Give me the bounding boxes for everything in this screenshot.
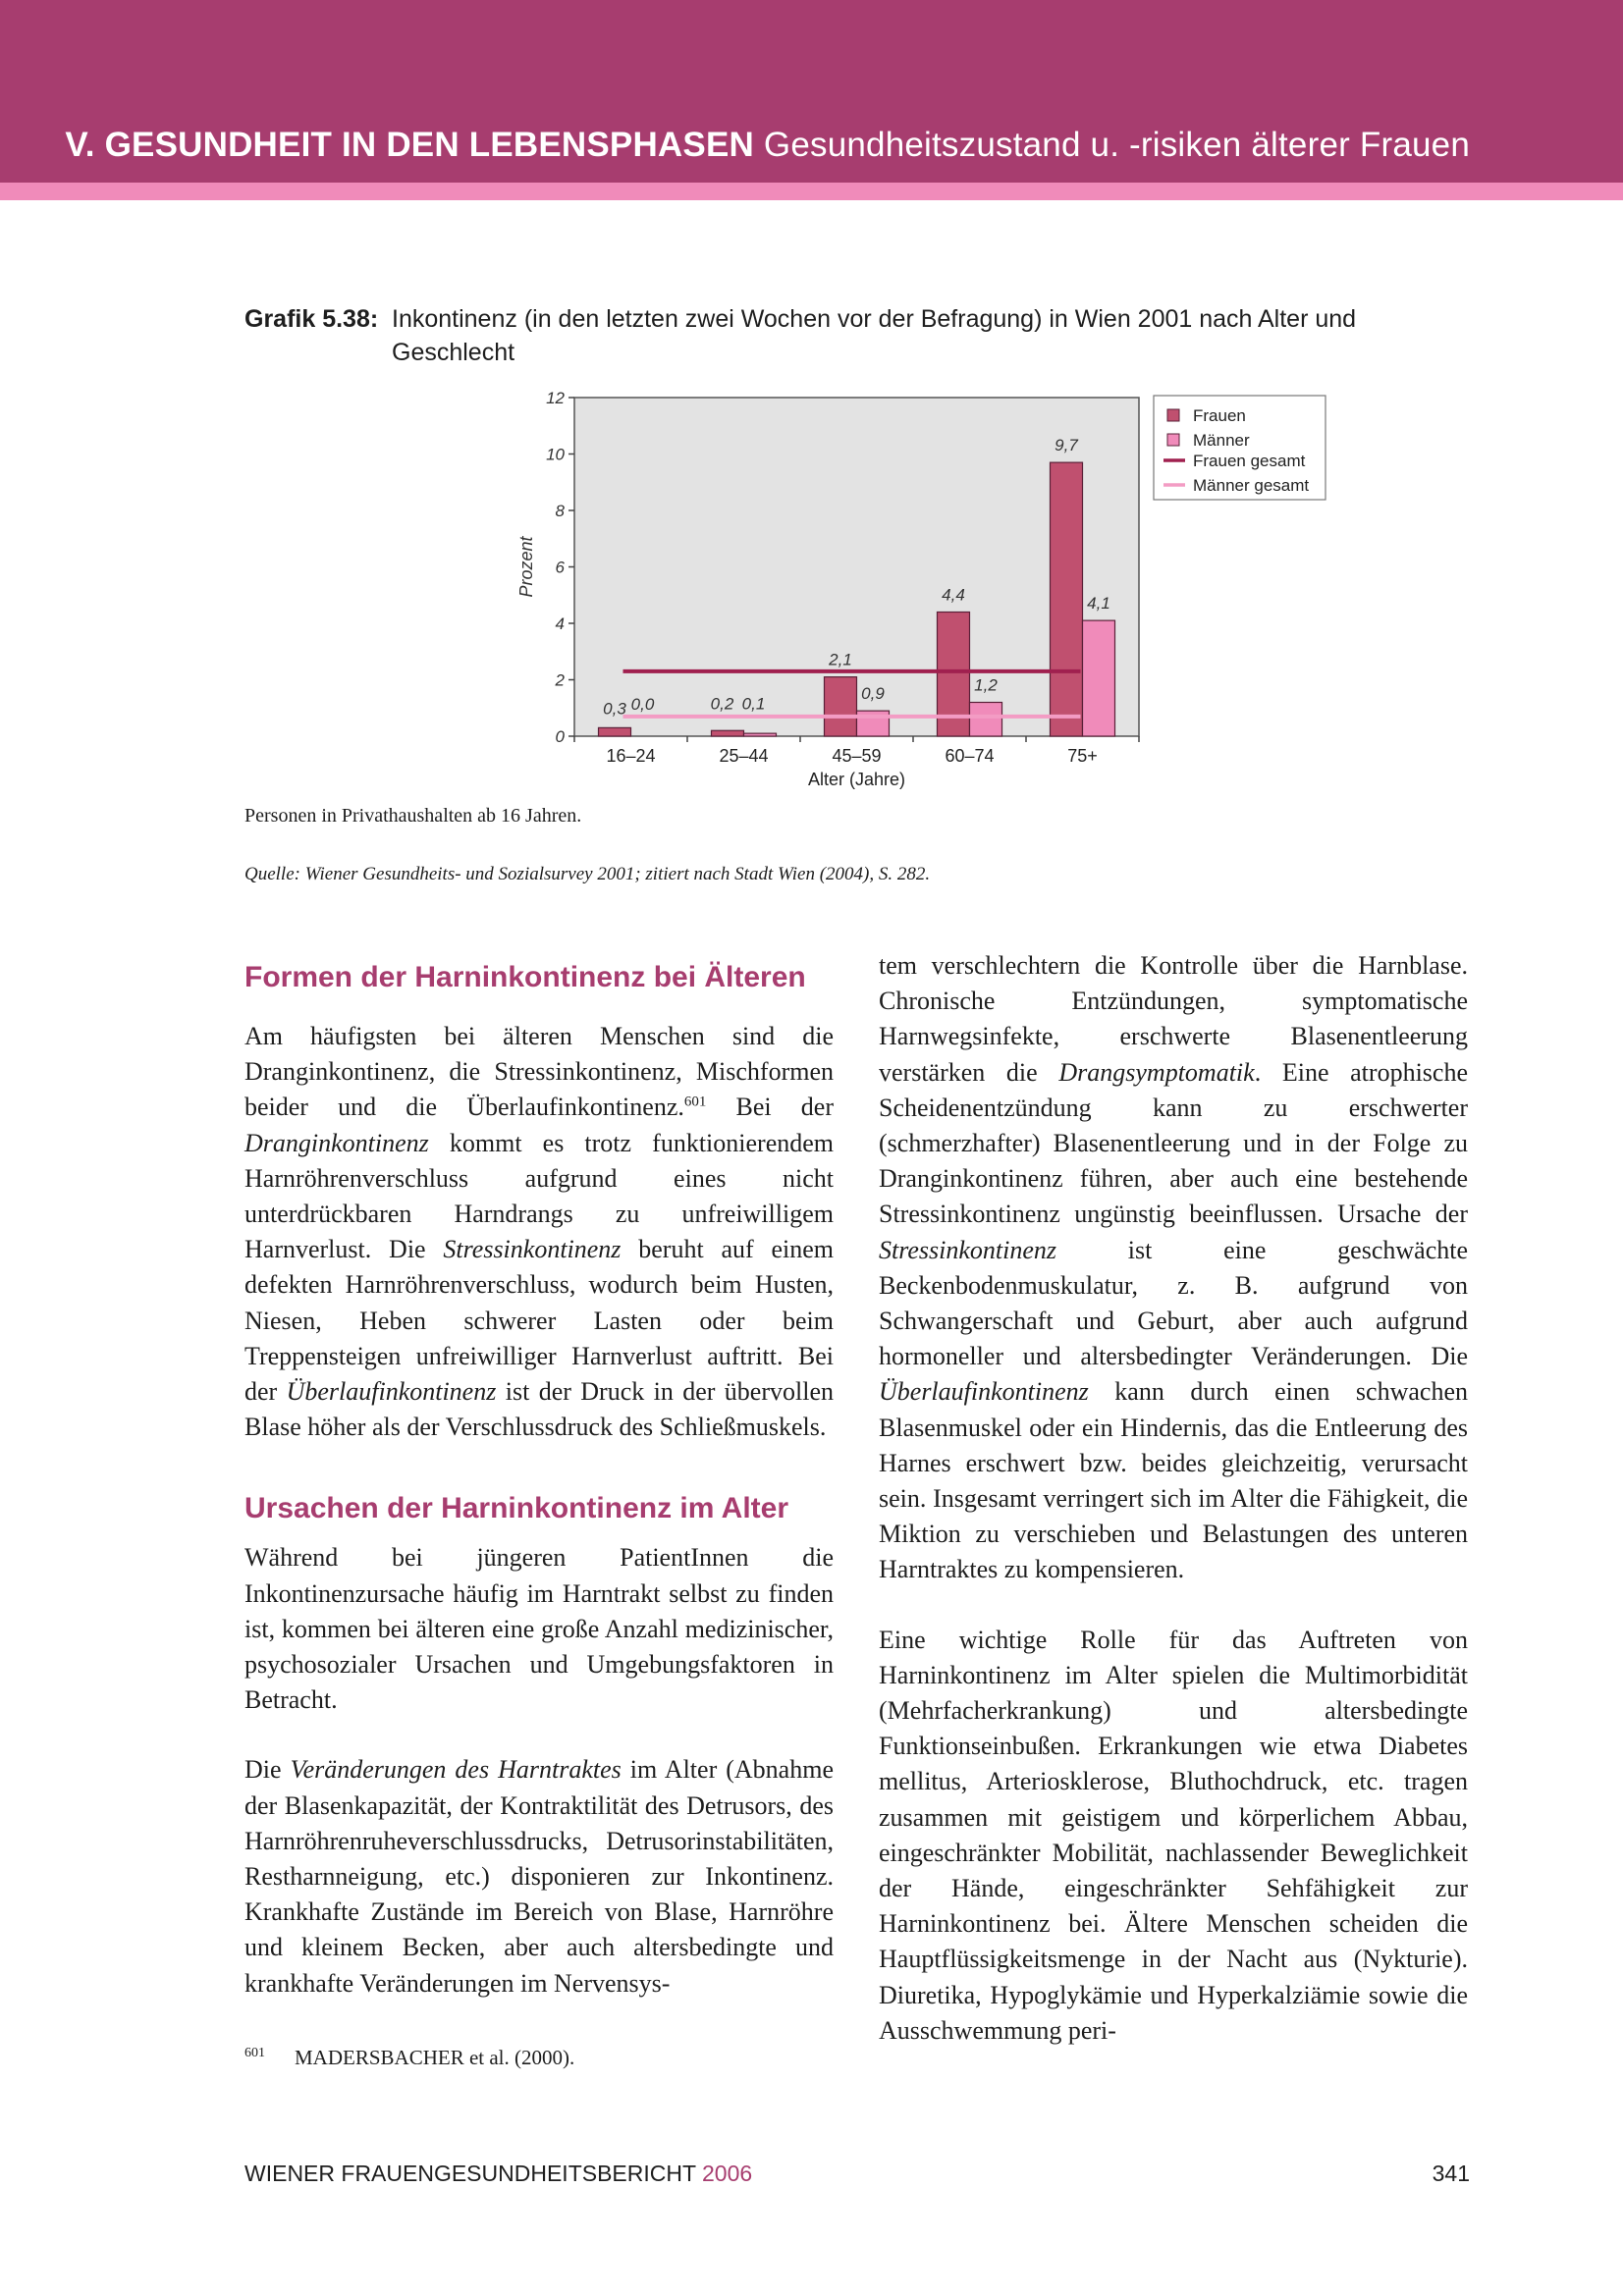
- column-right: [879, 948, 1468, 2049]
- x-tick-label: 16–24: [606, 746, 656, 766]
- section-title: V. GESUNDHEIT IN DEN LEBENSPHASEN: [65, 126, 754, 164]
- footer-year: 2006: [702, 2161, 753, 2186]
- figure-note: Personen in Privathaushalten ab 16 Jahren.: [244, 805, 582, 827]
- y-tick-label: 0: [555, 727, 565, 746]
- bar-männer: [1083, 620, 1115, 736]
- legend-swatch-männer: [1167, 434, 1179, 446]
- y-tick-label: 2: [555, 670, 565, 690]
- paragraph-ursachen-1: Während bei jüngeren PatientInnen die Inkontinenzursache häufig im Harntrakt selbst zu finden ist, kommen bei älteren eine große Anzahl medizinischer, psychosozialer Ursachen und Umgebungsfaktoren in Betracht.: [244, 1543, 834, 1715]
- footnote-ref[interactable]: 601: [683, 1094, 707, 1110]
- heading-formen: Formen der Harninkontinenz bei Älteren: [244, 961, 806, 993]
- y-tick-label: 4: [555, 614, 565, 633]
- legend-swatch-frauen: [1167, 409, 1179, 421]
- legend-label: Frauen: [1193, 406, 1246, 425]
- x-axis-label: Alter (Jahre): [807, 770, 906, 789]
- bar-frauen: [712, 730, 744, 736]
- data-label: 4,1: [1087, 594, 1110, 614]
- y-tick-label: 8: [555, 502, 565, 520]
- y-axis-label: Prozent: [516, 536, 536, 598]
- footnote: [244, 2046, 574, 2070]
- x-tick-label: 75+: [1067, 746, 1098, 766]
- footnote-text: MADERSBACHER et al. (2000).: [295, 2046, 575, 2069]
- bar-männer: [970, 703, 1002, 737]
- y-tick-label: 12: [546, 389, 565, 407]
- paragraph-right-2: Eine wichtige Rolle für das Auftreten von Harninkontinenz im Alter spielen die Multimorbidität (Mehrfacherkrankung) und altersbedingte Funktionseinbußen. Erkrankungen wie etwa Diabetes mellitus, Arteriosklerose, Bluthochdruck, etc. tragen zusammen mit geistigem und körperlichem Abbau, eingeschränkter Mobilität, nachlassender Beweglichkeit der Hände, eingeschränkter Sehfähigkeit zur Harninkontinenz bei. Ältere Menschen scheiden die Hauptflüssigkeitsmenge in der Nacht aus (Nykturie). Diuretika, Hypoglykämie und Hyperkalziämie sowie die Ausschwemmung peri-: [879, 1625, 1468, 2045]
- paragraph-right-1: tem verschlechtern die Kontrolle über die Harnblase. Chronische Entzündungen, symptomatische Harnwegsinfekte, erschwerte Blasenentleerung verstärken die Drangsymptomatik. Eine atrophische Scheidenentzündung kann zu erschwerter (schmerzhafter) Blasenentleerung und in der Folge zu Dranginkontinenz führen, aber auch eine bestehende Stressinkontinenz ungünstig beeinflussen. Ursache der Stressinkontinenz ist eine geschwächte Beckenbodenmuskulatur, z. B. aufgrund von Schwangerschaft und Geburt, aber auch aufgrund hormoneller und altersbedingter Veränderungen. Die Überlaufinkontinenz kann durch einen schwachen Blasenmuskel oder ein Hindernis, das die Entleerung des Harnes erschwert bzw. beides gleichzeitig, verursacht sein. Insgesamt verringert sich im Alter die Fähigkeit, die Miktion zu verschieben und Belastungen des unteren Harntraktes zu kompensieren.: [879, 951, 1468, 1584]
- data-label: 2,1: [829, 650, 852, 669]
- x-tick-label: 45–59: [832, 746, 882, 766]
- data-label: 0,9: [861, 684, 885, 704]
- y-tick-label: 10: [546, 445, 565, 464]
- paragraph-formen: Am häufigsten bei älteren Menschen sind die Dranginkontinenz, die Stressinkontinenz, Mischformen beider und die Überlaufinkontinenz.$^{601}$ Bei der Dranginkontinenz kommt es trotz funktionierendem Harnröhrenverschluss aufgrund eines nicht unterdrückbaren Harndrangs zu unfreiwilligem Harnverlust. Die Stressinkontinenz beruht auf einem defekten Harnröhrenverschluss, wodurch beim Husten, Niesen, Heben schwerer Lasten oder beim Treppensteigen unfreiwilliger Harnverlust auftritt. Bei der Überlaufinkontinenz ist der Druck in der übervollen Blase höher als der Verschlussdruck des Schließmuskels.: [244, 1022, 835, 1442]
- x-tick-label: 25–44: [719, 746, 769, 766]
- paragraph-ursachen-2: Die Veränderungen des Harntraktes im Alter (Abnahme der Blasenkapazität, der Kontraktilität des Detrusors, des Harnröhrenruheverschlussdrucks, Detrusorinstabilitäten, Restharnneigung, etc.) disponieren zur Inkontinenz. Krankhafte Zustände im Bereich von Blase, Harnröhre und kleinem Becken, aber auch altersbedingte und krankhafte Veränderungen im Nervensys-: [244, 1755, 834, 1998]
- data-label: 9,7: [1055, 436, 1078, 455]
- bar-frauen: [599, 727, 631, 736]
- incontinence-chart: [0, 0, 1623, 805]
- page-number: 341: [1432, 2161, 1470, 2186]
- heading-ursachen: Ursachen der Harninkontinenz im Alter: [244, 1492, 789, 1525]
- legend-label: Männer gesamt: [1193, 476, 1310, 495]
- bar-frauen: [825, 677, 857, 736]
- data-label: 4,4: [942, 585, 965, 605]
- section-subtitle: Gesundheitszustand u. -risiken älterer Frauen: [763, 126, 1470, 164]
- column-left: [244, 948, 834, 2002]
- figure-title: Inkontinenz (in den letzten zwei Wochen vor der Befragung) in Wien 2001 nach Alter und Geschlecht: [392, 305, 1357, 366]
- bar-männer: [744, 733, 777, 736]
- data-label: 0,1: [741, 694, 766, 714]
- figure-label: Grafik 5.38:: [244, 305, 379, 333]
- data-label: 1,2: [974, 675, 998, 695]
- legend-label: Männer: [1193, 431, 1250, 450]
- figure-source: Quelle: Wiener Gesundheits- und Sozialsurvey 2001; zitiert nach Stadt Wien (2004), S. 282.: [244, 864, 931, 884]
- data-label: 0,3: [603, 699, 626, 719]
- legend-label: Frauen gesamt: [1193, 452, 1306, 470]
- data-label: 0,0: [630, 695, 655, 714]
- footnote-number: 601: [244, 2046, 265, 2060]
- data-label: 0,2: [710, 694, 734, 714]
- x-tick-label: 60–74: [945, 746, 995, 766]
- footer-title: WIENER FRAUENGESUNDHEITSBERICHT 2006: [244, 2161, 753, 2186]
- bar-frauen: [1051, 462, 1083, 736]
- y-tick-label: 6: [555, 558, 565, 577]
